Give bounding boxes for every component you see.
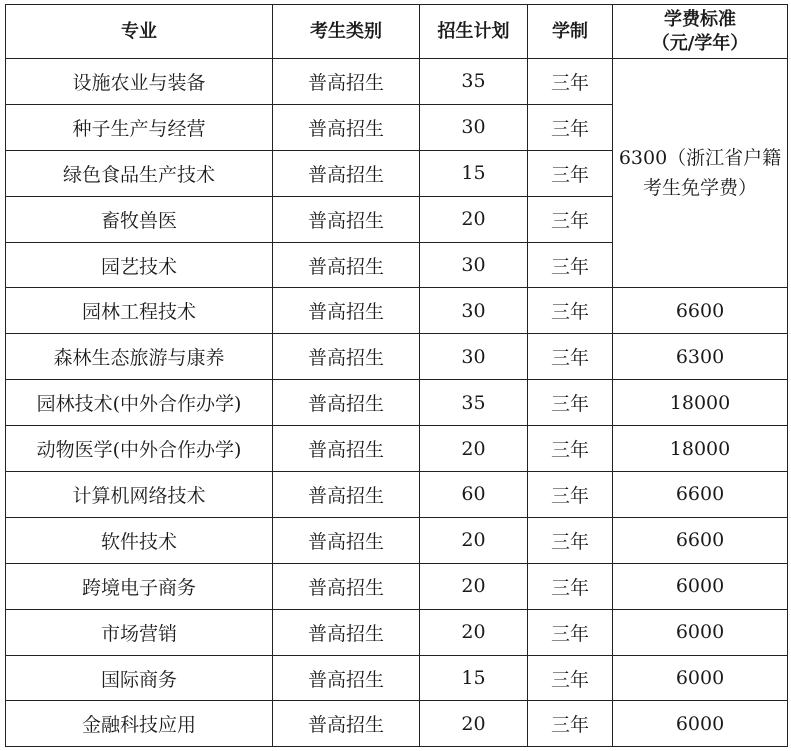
cell-plan: 30 xyxy=(420,104,528,150)
cell-duration: 三年 xyxy=(528,655,613,701)
header-plan: 招生计划 xyxy=(420,5,528,59)
cell-duration: 三年 xyxy=(528,701,613,747)
cell-fee: 6300 xyxy=(613,334,788,380)
cell-duration: 三年 xyxy=(528,609,613,655)
cell-plan: 20 xyxy=(420,609,528,655)
cell-duration: 三年 xyxy=(528,472,613,518)
cell-category: 普高招生 xyxy=(273,380,420,426)
cell-plan: 15 xyxy=(420,655,528,701)
cell-major: 跨境电子商务 xyxy=(6,563,273,609)
cell-fee: 6000 xyxy=(613,701,788,747)
header-major: 专业 xyxy=(6,5,273,59)
table-row xyxy=(6,472,788,518)
cell-duration: 三年 xyxy=(528,426,613,472)
cell-major: 畜牧兽医 xyxy=(6,196,273,242)
header-fee-line2: （元/学年） xyxy=(651,32,749,54)
table-row xyxy=(6,426,788,472)
cell-plan: 20 xyxy=(420,517,528,563)
cell-fee: 6000 xyxy=(613,563,788,609)
cell-fee: 6600 xyxy=(613,472,788,518)
cell-fee: 6000 xyxy=(613,655,788,701)
cell-major: 设施农业与装备 xyxy=(6,59,273,105)
cell-major: 动物医学(中外合作办学) xyxy=(6,426,273,472)
cell-category: 普高招生 xyxy=(273,701,420,747)
table-row xyxy=(6,334,788,380)
table-row xyxy=(6,288,788,334)
cell-major: 计算机网络技术 xyxy=(6,472,273,518)
cell-fee: 6600 xyxy=(613,517,788,563)
header-category: 考生类别 xyxy=(273,5,420,59)
table-header xyxy=(6,5,788,59)
cell-duration: 三年 xyxy=(528,288,613,334)
cell-major: 金融科技应用 xyxy=(6,701,273,747)
cell-duration: 三年 xyxy=(528,517,613,563)
cell-category: 普高招生 xyxy=(273,472,420,518)
cell-category: 普高招生 xyxy=(273,104,420,150)
cell-duration: 三年 xyxy=(528,563,613,609)
cell-duration: 三年 xyxy=(528,380,613,426)
table-row xyxy=(6,380,788,426)
table-row xyxy=(6,701,788,747)
cell-category: 普高招生 xyxy=(273,59,420,105)
cell-major: 种子生产与经营 xyxy=(6,104,273,150)
cell-major: 森林生态旅游与康养 xyxy=(6,334,273,380)
cell-plan: 20 xyxy=(420,701,528,747)
table-body xyxy=(6,59,788,747)
enrollment-table xyxy=(5,4,788,747)
table-row xyxy=(6,609,788,655)
cell-category: 普高招生 xyxy=(273,242,420,288)
cell-duration: 三年 xyxy=(528,104,613,150)
cell-duration: 三年 xyxy=(528,334,613,380)
cell-duration: 三年 xyxy=(528,59,613,105)
cell-category: 普高招生 xyxy=(273,563,420,609)
table-row xyxy=(6,517,788,563)
header-duration: 学制 xyxy=(528,5,613,59)
header-fee xyxy=(613,5,788,59)
cell-major: 园林工程技术 xyxy=(6,288,273,334)
cell-major: 绿色食品生产技术 xyxy=(6,150,273,196)
cell-major: 园艺技术 xyxy=(6,242,273,288)
cell-plan: 30 xyxy=(420,334,528,380)
cell-plan: 60 xyxy=(420,472,528,518)
cell-plan: 30 xyxy=(420,242,528,288)
cell-major: 国际商务 xyxy=(6,655,273,701)
cell-fee: 18000 xyxy=(613,380,788,426)
cell-category: 普高招生 xyxy=(273,517,420,563)
cell-category: 普高招生 xyxy=(273,334,420,380)
cell-plan: 20 xyxy=(420,426,528,472)
cell-major: 软件技术 xyxy=(6,517,273,563)
cell-fee-merged: 6300（浙江省户籍考生免学费） xyxy=(613,59,788,288)
table-row xyxy=(6,59,788,105)
cell-category: 普高招生 xyxy=(273,196,420,242)
cell-plan: 20 xyxy=(420,196,528,242)
cell-duration: 三年 xyxy=(528,196,613,242)
header-fee-line1: 学费标准 xyxy=(664,8,736,30)
cell-plan: 15 xyxy=(420,150,528,196)
cell-plan: 20 xyxy=(420,563,528,609)
cell-category: 普高招生 xyxy=(273,609,420,655)
header-row xyxy=(6,5,788,59)
cell-major: 市场营销 xyxy=(6,609,273,655)
cell-duration: 三年 xyxy=(528,150,613,196)
table-row xyxy=(6,563,788,609)
cell-plan: 35 xyxy=(420,59,528,105)
cell-fee: 6600 xyxy=(613,288,788,334)
cell-category: 普高招生 xyxy=(273,655,420,701)
cell-fee: 6000 xyxy=(613,609,788,655)
cell-fee: 18000 xyxy=(613,426,788,472)
cell-major: 园林技术(中外合作办学) xyxy=(6,380,273,426)
cell-plan: 30 xyxy=(420,288,528,334)
cell-category: 普高招生 xyxy=(273,150,420,196)
table-row xyxy=(6,655,788,701)
cell-plan: 35 xyxy=(420,380,528,426)
cell-category: 普高招生 xyxy=(273,426,420,472)
cell-duration: 三年 xyxy=(528,242,613,288)
cell-category: 普高招生 xyxy=(273,288,420,334)
